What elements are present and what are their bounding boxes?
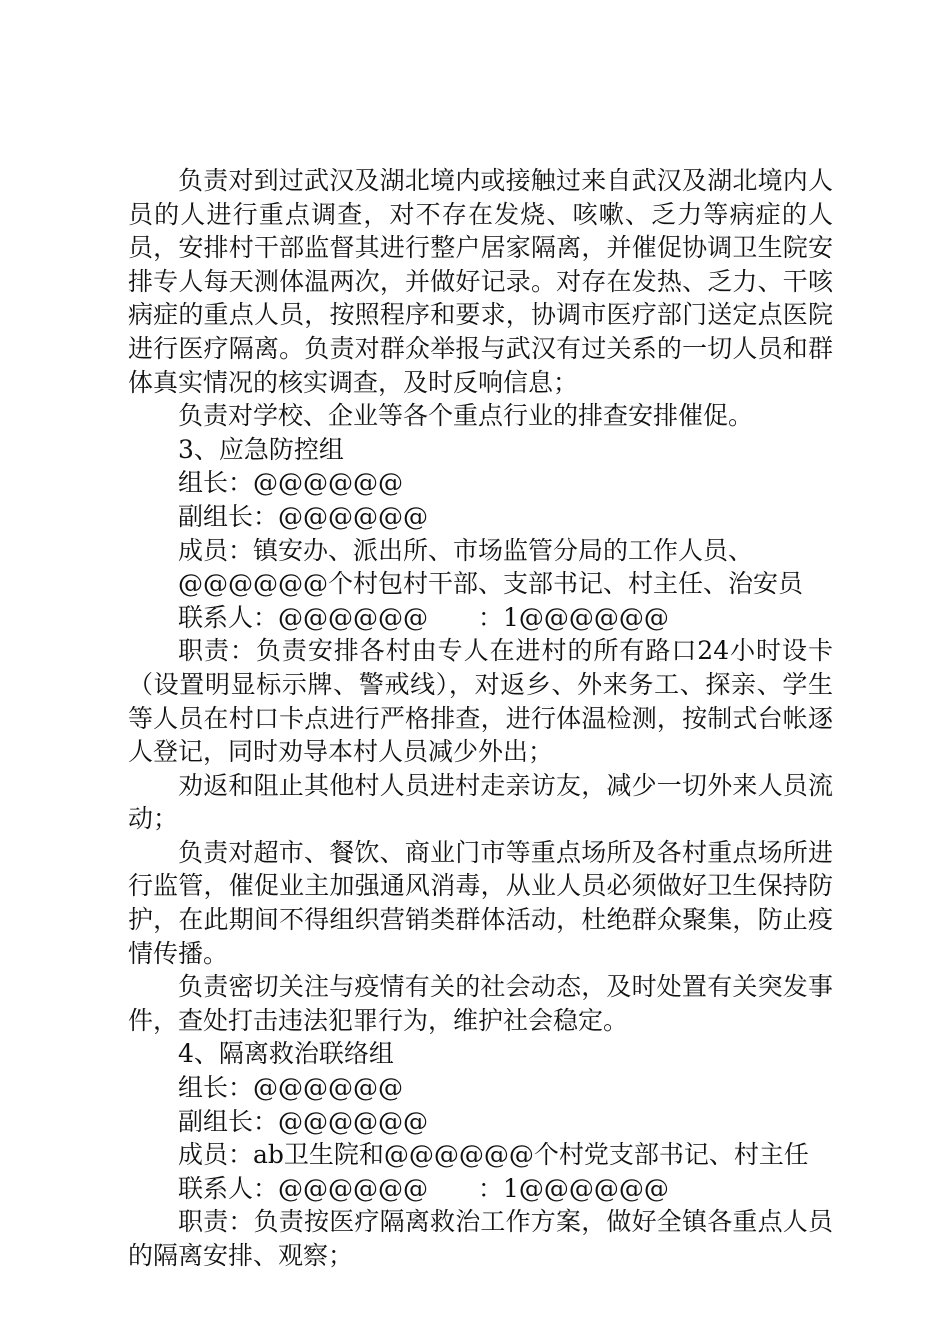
section-heading-isolation-liaison: 4、隔离救治联络组	[178, 1039, 394, 1069]
emergency-group-duties: 职责：负责安排各村由专人在进村的所有路口24小时设卡（设置明显标示牌、警戒线），对返乡、外来务工、探亲、学生等人员在村口卡点进行严格排查，进行体温检测，按制式台帐逐人登记，同时劝导本村人员减少外出；	[128, 636, 833, 767]
emergency-group-members: 成员：镇安办、派出所、市场监管分局的工作人员、	[178, 535, 754, 565]
section-heading-emergency-control: 3、应急防控组	[178, 434, 344, 464]
paragraph-venue-supervision: 负责对超市、餐饮、商业门市等重点场所及各村重点场所进行监管，催促业主加强通风消毒，从业人员必须做好卫生保持防护，在此期间不得组织营销类群体活动，杜绝群众聚集，防止疫情传播。	[128, 837, 833, 968]
isolation-group-leader: 组长：@@@@@@	[178, 1073, 404, 1103]
emergency-group-deputy-leader: 副组长：@@@@@@	[178, 501, 429, 531]
paragraph-key-person-investigation: 负责对到过武汉及湖北境内或接触过来自武汉及湖北境内人员的人进行重点调查，对不存在发烧、咳嗽、乏力等病症的人员，安排村干部监督其进行整户居家隔离，并催促协调卫生院安排专人每天测体温两次，并做好记录。对存在发热、乏力、干咳病症的重点人员，按照程序和要求，协调市医疗部门送定点医院进行医疗隔离。负责对群众举报与武汉有过关系的一切人员和群体真实情况的核实调查，及时反响信息；	[128, 166, 833, 397]
isolation-group-duties: 职责：负责按医疗隔离救治工作方案，做好全镇各重点人员的隔离安排、观察；	[128, 1207, 833, 1270]
paragraph-dissuade-visits: 劝返和阻止其他村人员进村走亲访友，减少一切外来人员流动；	[128, 770, 833, 834]
document-body	[128, 164, 833, 1273]
emergency-group-members-continued: @@@@@@个村包村干部、支部书记、村主任、治安员	[178, 569, 804, 599]
emergency-group-contact: 联系人：@@@@@@ ：1@@@@@@	[178, 602, 669, 632]
isolation-group-contact: 联系人：@@@@@@ ：1@@@@@@	[178, 1173, 669, 1203]
paragraph-social-stability: 负责密切关注与疫情有关的社会动态，及时处置有关突发事件，查处打击违法犯罪行为，维护社会稳定。	[128, 972, 833, 1035]
isolation-group-members: 成员：ab卫生院和@@@@@@个村党支部书记、村主任	[178, 1140, 809, 1170]
paragraph-industry-inspection: 负责对学校、企业等各个重点行业的排查安排催促。	[178, 401, 754, 431]
isolation-group-deputy-leader: 副组长：@@@@@@	[178, 1106, 429, 1136]
emergency-group-leader: 组长：@@@@@@	[178, 468, 404, 498]
